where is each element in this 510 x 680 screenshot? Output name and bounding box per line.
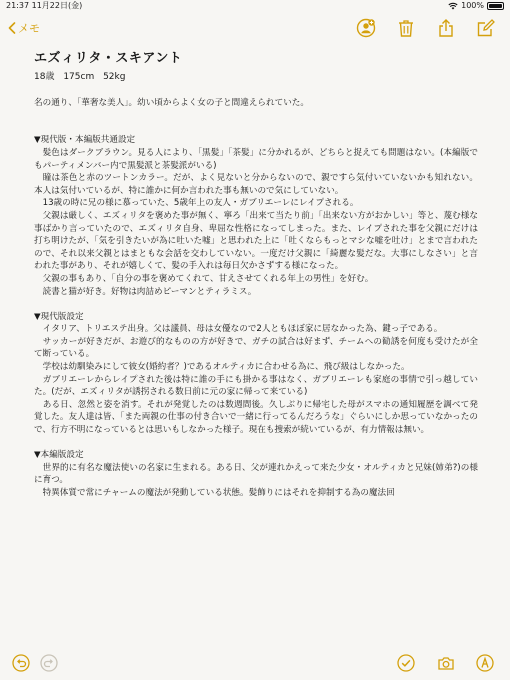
battery-percent: 100% <box>461 1 484 10</box>
back-label: メモ <box>18 22 40 35</box>
note-title: エズィリタ・スキアント <box>34 51 183 66</box>
paragraph: ある日、忽然と姿を消す。それが発覚したのは数週間後。久しぶりに帰宅した母がスマホの通知履歴を調べて発覚した。友人達は皆、「また両親の仕事の付き合いで一緒に行ってるんだろうな」ぐらいにしか思っていなかったので、行方不明になっているとは思いもしなかった様子。現在も捜索が続いているが、有力情報は無い。 <box>34 399 478 436</box>
note-subtitle: 18歳 175cm 52kg <box>34 72 126 82</box>
markup-icon[interactable] <box>476 654 494 672</box>
spacer <box>34 122 478 135</box>
camera-icon[interactable] <box>437 654 455 672</box>
paragraph: イタリア、トリエステ出身。父は議員、母は女優なので2人ともほぼ家に居なかった為、鍵っ子である。 <box>42 324 443 335</box>
spacer <box>34 84 478 97</box>
paragraph: 特異体質で常にチャームの魔法が発動している状態。髪飾りにはそれを抑制する為の魔法回 <box>42 488 395 498</box>
section-heading: ▼現代版設定 <box>34 311 84 322</box>
paragraph: ガブリエーレからレイプされた後は特に誰の手にも掛かる事はなく、ガブリエーレも家庭の事情で引っ越していた。(だが、エズィリタが誘拐される数日前に元の家に帰って来ている) <box>34 374 478 398</box>
spacer <box>34 298 478 311</box>
section-heading: ▼現代版・本編版共通設定 <box>34 135 136 146</box>
paragraph: 父親は厳しく、エズィリタを褒めた事が無く、寧ろ「出来て当たり前」「出来ない方がおかしい」等と、蔑む様な事ばかり言っていたので、エズィリタ自身、卑屈な性格になってしまった。また、レイプされた事を父親にだけは打ち明けたが、「気を引きたいが為に吐いた嘘」と思われた上に「吐くならもっとマシな嘘を吐け」とまで言われたので、それ以来父親とはまともな会話を交わしていない。一度だけ父親に「綺麗な髪だな。大事にしなさい」と言われた事があり、それが嬉しくて、髪の手入れは毎日欠かさずする様になった。 <box>34 210 478 272</box>
battery-icon <box>487 2 504 10</box>
back-button[interactable] <box>8 20 40 36</box>
spacer <box>34 109 478 122</box>
paragraph: 父親の事もあり、「自分の事を褒めてくれて、甘えさせてくれる年上の男性」を好む。 <box>42 273 374 284</box>
paragraph: 世界的に有名な魔法使いの名家に生まれる。ある日、父が連れかえって来た少女・オルティカと兄妹(姉弟?)の様に育つ。 <box>34 462 478 486</box>
status-right <box>448 0 504 12</box>
chevron-left-icon <box>8 22 16 34</box>
note-toolbar <box>0 16 510 44</box>
status-bar <box>0 0 510 12</box>
battery-fill <box>489 4 502 8</box>
redo-icon[interactable] <box>40 654 58 672</box>
compose-icon[interactable] <box>476 18 496 38</box>
paragraph: 髪色はダークブラウン。見る人により、「黒髪」「茶髪」に分かれるが、どちらと捉えても問題はない。(本編版でもパーティメンバー内で黒髪派と茶髪派がいる) <box>34 147 478 171</box>
paragraph: 瞳は茶色と赤のツートンカラー。だが、よく見ないと分からないので、親ですら気付いていないかも知れない。本人は気付いているが、特に誰かに何か言われた事も無いので気にしていない。 <box>34 173 478 196</box>
wifi-icon <box>448 2 458 10</box>
checklist-icon[interactable] <box>397 654 415 672</box>
paragraph: サッカーが好きだが、お遊び的なものの方が好きで、ガチの試合は好まず、チームへの勧誘を何度も受けたが全て断っている。 <box>34 336 478 360</box>
trash-icon[interactable] <box>396 18 416 38</box>
paragraph: 学校は幼馴染みにして彼女(婚約者？)であるオルティカに合わせる為に、飛び級はしなかった。 <box>42 362 410 373</box>
paragraph: 読書と猫が好き。好物は肉詰めピーマンとティラミス。 <box>42 286 257 297</box>
status-time-date: 21:37 11月22日(金) <box>6 1 83 10</box>
note-body[interactable] <box>34 50 478 500</box>
share-icon[interactable] <box>436 18 456 38</box>
note-intro: 名の通り、「華奢な美人」。幼い頃からよく女の子と間違えられていた。 <box>34 97 309 108</box>
add-person-icon[interactable] <box>356 18 376 38</box>
spacer <box>34 437 478 450</box>
paragraph: 13歳の時に兄の様に慕っていた、5歳年上の友人・ガブリエーレにレイプされる。 <box>42 198 359 209</box>
undo-icon[interactable] <box>12 654 30 672</box>
toolbar-actions <box>356 18 496 38</box>
bottom-toolbar <box>0 650 510 678</box>
section-heading: ▼本編版設定 <box>34 450 84 461</box>
